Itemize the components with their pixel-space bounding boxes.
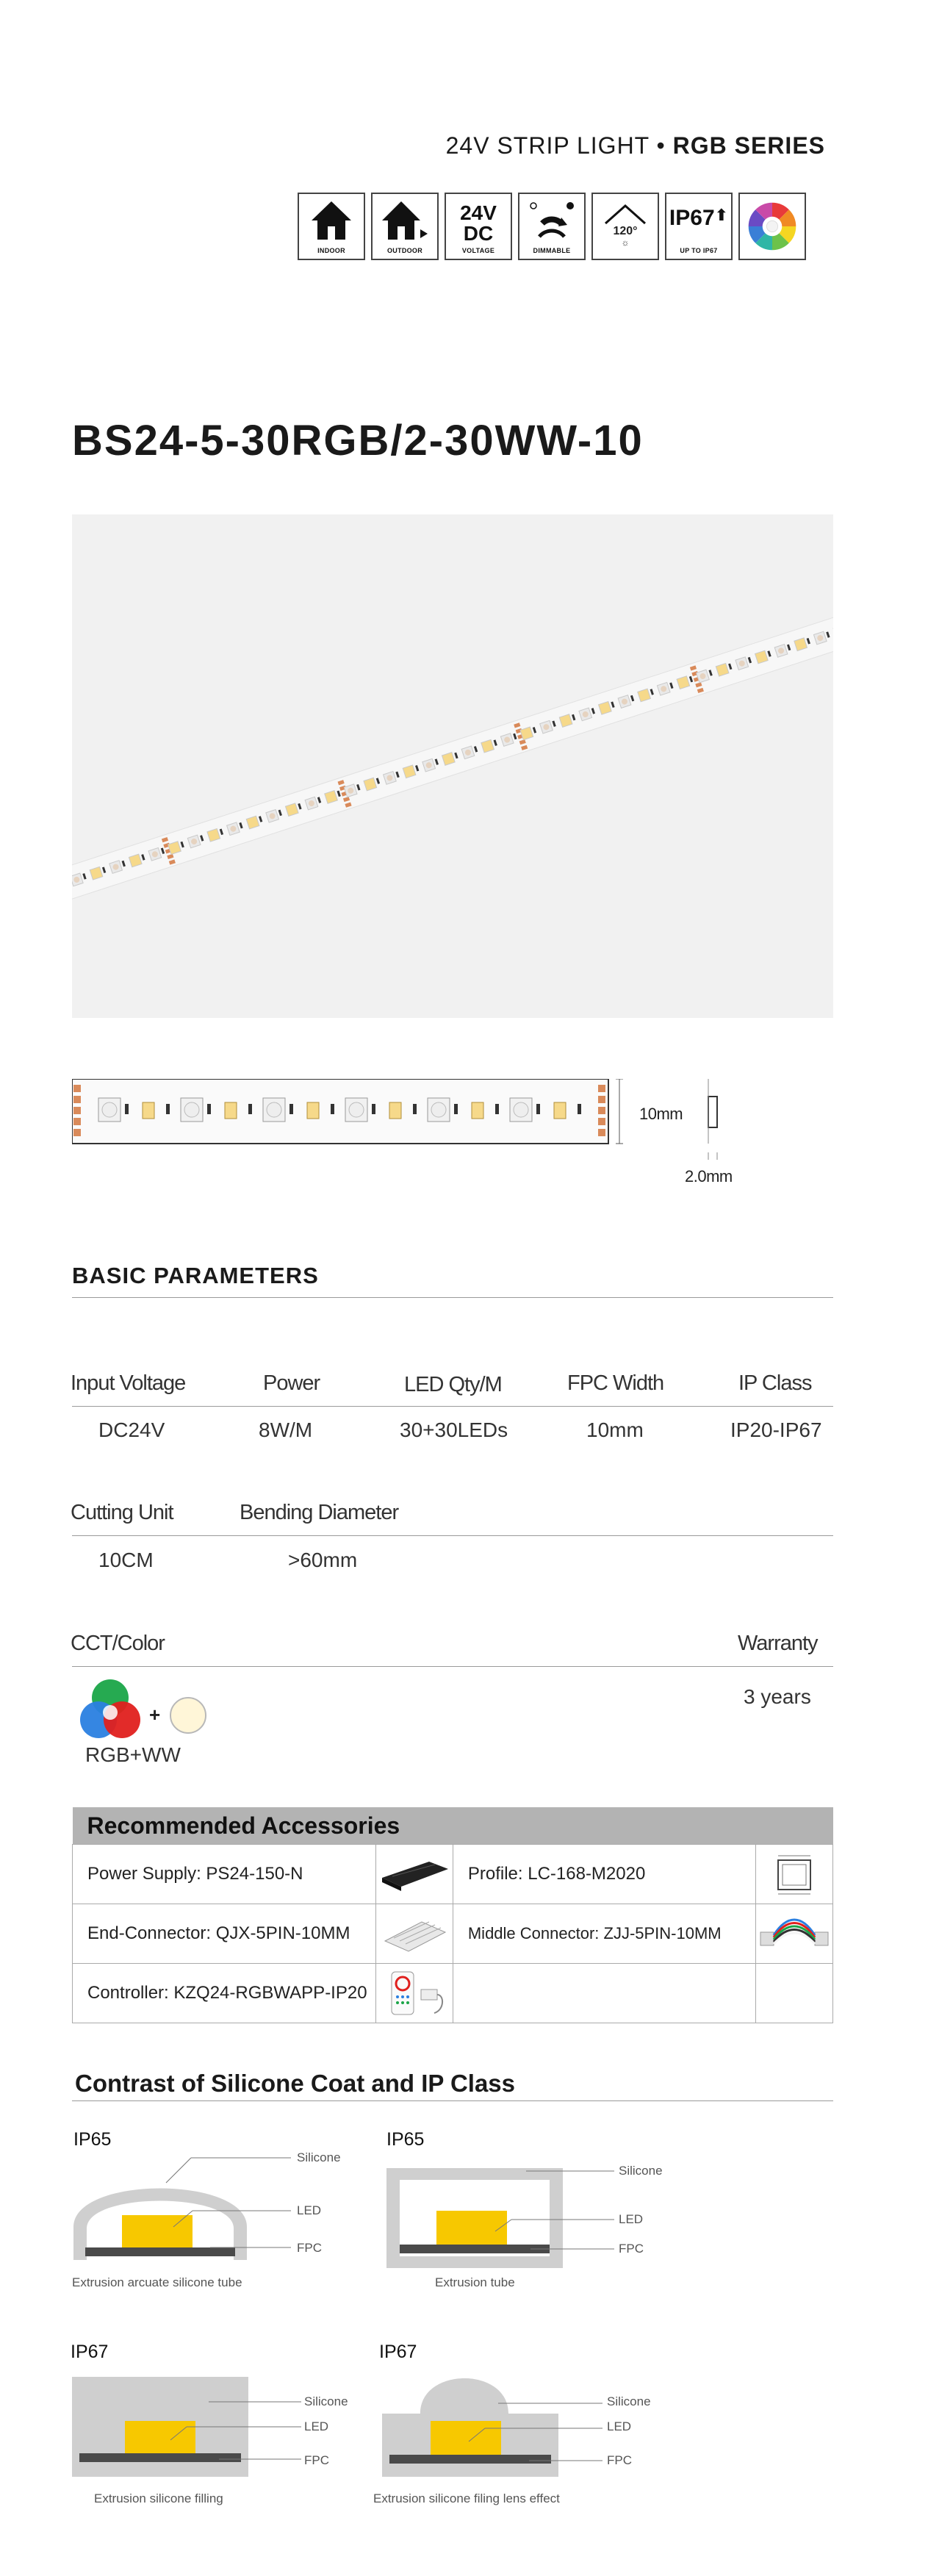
param-label-cutting-unit: Cutting Unit xyxy=(71,1501,173,1524)
label-silicone: Silicone xyxy=(297,2150,341,2164)
divider xyxy=(72,2100,833,2101)
accessory-middle-connector: Middle Connector: ZJJ-5PIN-10MM xyxy=(453,1904,755,1964)
label-fpc: FPC xyxy=(607,2453,632,2467)
table-row xyxy=(73,1904,833,1964)
strip-width-label: 10mm xyxy=(639,1105,683,1123)
led-strip-photo xyxy=(72,514,833,1018)
ip-label-4: IP67 xyxy=(379,2342,417,2362)
contrast-title: Contrast of Silicone Coat and IP Class xyxy=(75,2070,516,2097)
outdoor-icon: OUTDOOR xyxy=(371,193,439,260)
ip-label-2: IP65 xyxy=(386,2129,425,2150)
strip-thickness-label: 2.0mm xyxy=(685,1167,733,1185)
param-value-cutting-unit: 10CM xyxy=(98,1549,154,1571)
accessories-table xyxy=(72,1807,833,2023)
accessory-profile: Profile: LC-168-M2020 xyxy=(453,1845,755,1904)
label-fpc: FPC xyxy=(619,2242,644,2256)
param-label-led-qty: LED Qty/M xyxy=(404,1373,502,1396)
empty-cell xyxy=(453,1964,755,2023)
param-value-fpc-width: 10mm xyxy=(586,1418,644,1441)
label-led: LED xyxy=(304,2419,329,2433)
label-led: LED xyxy=(619,2212,644,2226)
accessory-end-connector: End-Connector: QJX-5PIN-10MM xyxy=(73,1904,376,1964)
feature-icon-row xyxy=(298,193,806,260)
label-fpc: FPC xyxy=(297,2241,322,2255)
table-row xyxy=(73,1964,833,2023)
param-label-bending-diameter: Bending Diameter xyxy=(240,1501,399,1524)
param-label-power: Power xyxy=(263,1371,320,1395)
caption-3: Extrusion silicone filling xyxy=(94,2491,223,2505)
param-label-ip-class: IP Class xyxy=(738,1371,812,1395)
empty-cell xyxy=(756,1964,833,2023)
param-label-warranty: Warranty xyxy=(738,1632,818,1655)
param-value-led-qty: 30+30LEDs xyxy=(400,1418,508,1441)
beam-angle-icon: 120° ☼ xyxy=(591,193,659,260)
caption-2: Extrusion tube xyxy=(435,2275,515,2289)
divider xyxy=(72,1535,833,1536)
dimmable-icon: DIMMABLE xyxy=(518,193,586,260)
caption-1: Extrusion arcuate silicone tube xyxy=(72,2275,242,2289)
param-value-color: RGB+WW xyxy=(85,1743,181,1766)
controller-image xyxy=(376,1964,453,2023)
label-silicone: Silicone xyxy=(607,2394,651,2408)
plus-sign: + xyxy=(149,1704,161,1726)
product-code: BS24-5-30RGB/2-30WW-10 xyxy=(72,417,644,464)
accessory-power-supply: Power Supply: PS24-150-N xyxy=(73,1845,376,1904)
param-label-cct-color: CCT/Color xyxy=(71,1632,165,1655)
label-led: LED xyxy=(607,2419,632,2433)
power-supply-image xyxy=(376,1845,453,1904)
param-value-bending-diameter: >60mm xyxy=(288,1549,358,1571)
rgb-ww-color-icon xyxy=(72,1677,219,1743)
divider xyxy=(72,1666,833,1667)
param-value-warranty: 3 years xyxy=(744,1685,811,1708)
ip-label-3: IP67 xyxy=(71,2342,109,2362)
indoor-icon: INDOOR xyxy=(298,193,365,260)
ip-label-1: IP65 xyxy=(73,2129,112,2150)
voltage-icon: 24V DC VOLTAGE xyxy=(445,193,512,260)
basic-parameters-title: BASIC PARAMETERS xyxy=(72,1263,319,1288)
end-connector-image xyxy=(376,1904,453,1964)
middle-connector-image xyxy=(756,1904,833,1964)
divider xyxy=(72,1406,833,1407)
label-led: LED xyxy=(297,2203,322,2217)
strip-dimension-drawing xyxy=(72,1079,807,1182)
caption-4: Extrusion silicone filing lens effect xyxy=(373,2491,560,2505)
accessory-controller: Controller: KZQ24-RGBWAPP-IP20 xyxy=(73,1964,376,2023)
param-value-input-voltage: DC24V xyxy=(98,1418,165,1441)
param-value-ip-class: IP20-IP67 xyxy=(730,1418,822,1441)
color-wheel-icon xyxy=(738,193,806,260)
param-label-input-voltage: Input Voltage xyxy=(71,1371,186,1395)
label-fpc: FPC xyxy=(304,2453,329,2467)
label-silicone: Silicone xyxy=(304,2394,348,2408)
param-label-fpc-width: FPC Width xyxy=(567,1371,664,1395)
label-silicone: Silicone xyxy=(619,2164,663,2178)
series-title: 24V STRIP LIGHT • RGB SERIES xyxy=(445,132,825,159)
accessories-title: Recommended Accessories xyxy=(73,1807,833,1845)
ip-rating-icon: IP67⬆ UP TO IP67 xyxy=(665,193,733,260)
param-value-power: 8W/M xyxy=(259,1418,313,1441)
profile-image xyxy=(756,1845,833,1904)
divider xyxy=(72,1297,833,1298)
table-row xyxy=(73,1845,833,1904)
product-photo xyxy=(72,514,833,1018)
